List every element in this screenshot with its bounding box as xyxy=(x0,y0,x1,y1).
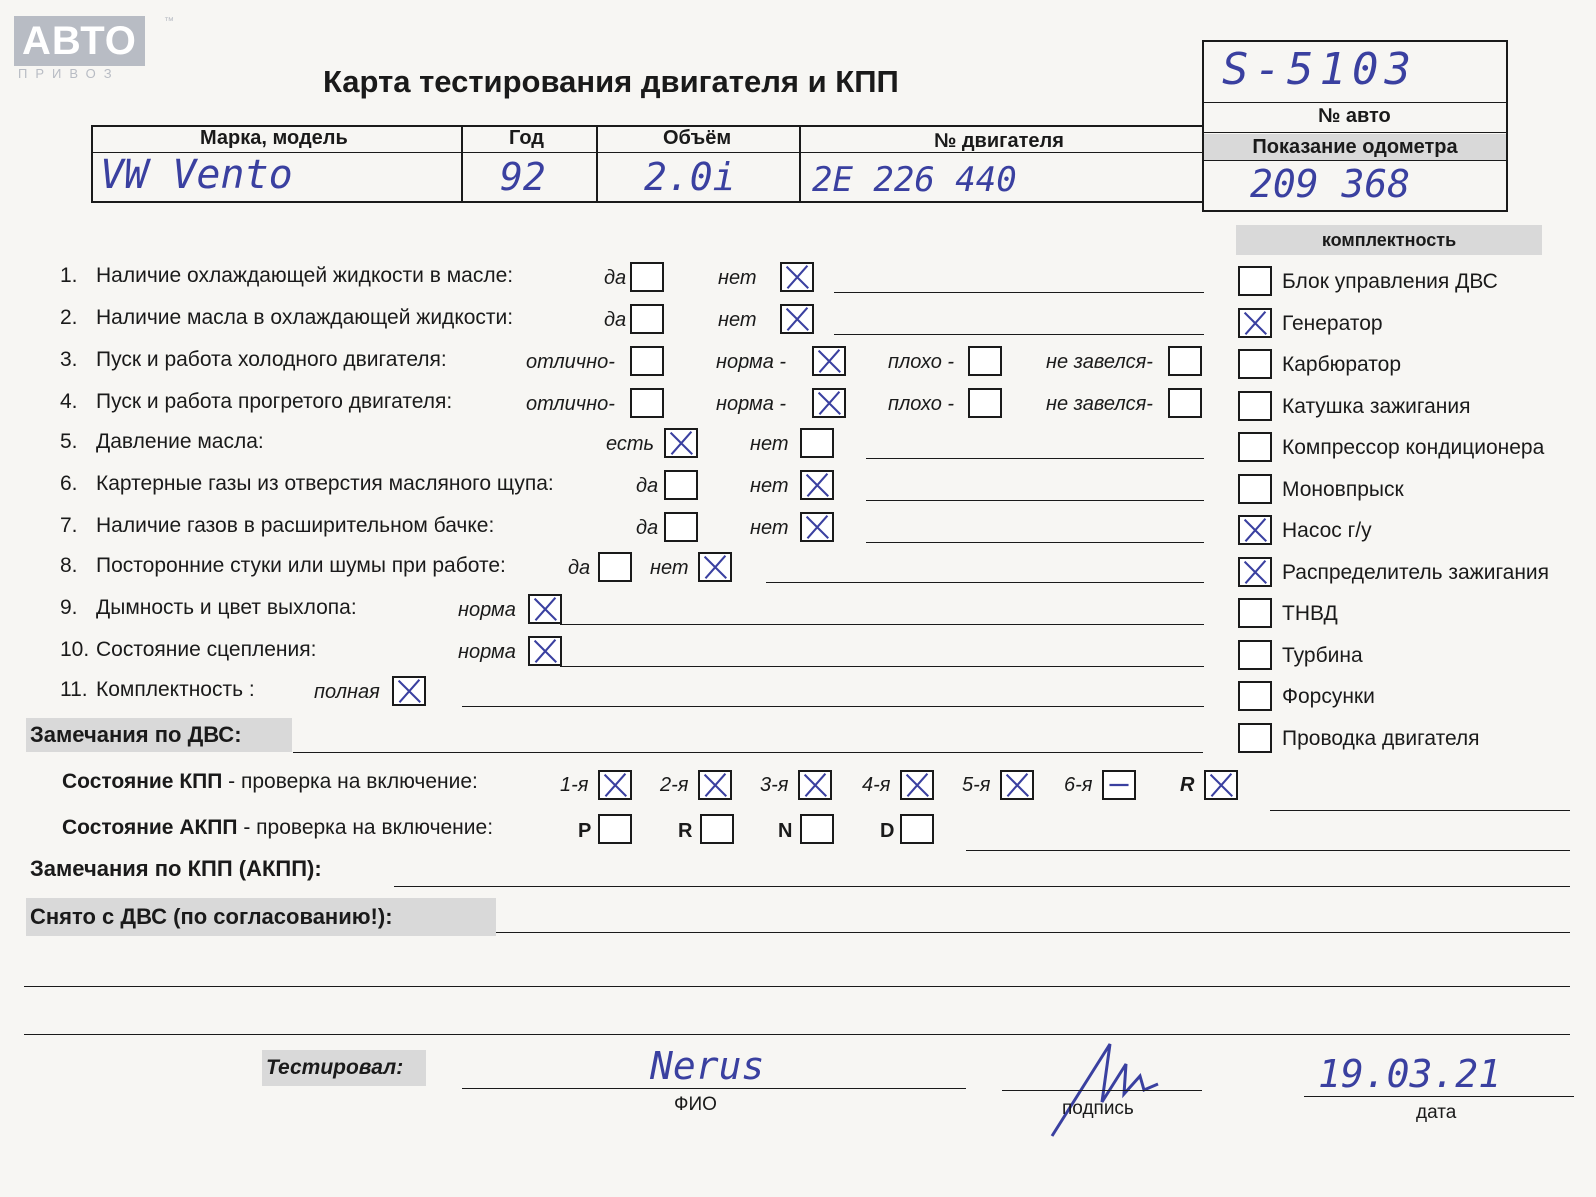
option-checkbox[interactable] xyxy=(800,470,834,500)
question-note-line[interactable] xyxy=(560,666,1204,667)
option-label: нет xyxy=(750,433,789,455)
option-checkbox[interactable] xyxy=(630,388,664,418)
auto-gear-checkbox[interactable] xyxy=(598,814,632,844)
logo-sub: ПРИВОЗ xyxy=(18,66,120,81)
col-year-header: Год xyxy=(509,127,544,149)
completeness-checkbox[interactable] xyxy=(1238,432,1272,462)
completeness-item-label: Компрессор кондиционера xyxy=(1282,436,1545,459)
option-checkbox[interactable] xyxy=(800,428,834,458)
question-number: 9. xyxy=(60,596,78,619)
gear-label: 6-я xyxy=(1064,774,1093,796)
option-checkbox[interactable] xyxy=(528,636,562,666)
completeness-checkbox[interactable] xyxy=(1238,723,1272,753)
col-engine-header: № двигателя xyxy=(934,130,1064,152)
model-value: VW Vento xyxy=(100,152,293,198)
option-label: да xyxy=(568,557,591,579)
remarks-engine-line[interactable] xyxy=(293,752,1203,753)
auto-gear-label: R xyxy=(678,820,693,842)
option-checkbox[interactable] xyxy=(780,304,814,334)
gear-label: 3-я xyxy=(760,774,789,796)
question-number: 1. xyxy=(60,264,78,287)
option-checkbox[interactable] xyxy=(392,676,426,706)
gear-checkbox[interactable] xyxy=(798,770,832,800)
extra-line-2[interactable] xyxy=(24,1034,1570,1035)
question-note-line[interactable] xyxy=(866,542,1204,543)
completeness-checkbox[interactable] xyxy=(1238,474,1272,504)
completeness-checkbox[interactable] xyxy=(1238,681,1272,711)
option-label: нет xyxy=(718,309,757,331)
question-note-line[interactable] xyxy=(866,500,1204,501)
completeness-title: комплектность xyxy=(1236,225,1542,255)
question-number: 8. xyxy=(60,554,78,577)
completeness-item-label: Распределитель зажигания xyxy=(1282,560,1550,584)
date-value: 19.03.21 xyxy=(1318,1052,1502,1096)
completeness-item-label: Турбина xyxy=(1282,643,1363,667)
completeness-checkbox[interactable] xyxy=(1238,391,1272,421)
tester-name: Nerus xyxy=(650,1044,765,1088)
gear-label: R xyxy=(1180,774,1195,796)
question-text: Картерные газы из отверстия масляного щупа: xyxy=(96,472,554,495)
option-checkbox[interactable] xyxy=(630,262,664,292)
option-label: плохо - xyxy=(888,393,955,415)
completeness-item-label: Моновпрыск xyxy=(1282,477,1404,501)
gear-label: 5-я xyxy=(962,774,991,796)
completeness-checkbox[interactable] xyxy=(1238,266,1272,296)
gear-checkbox[interactable] xyxy=(1000,770,1034,800)
completeness-item-label: Блок управления ДВС xyxy=(1282,270,1498,293)
completeness-checkbox[interactable] xyxy=(1238,557,1272,587)
question-note-line[interactable] xyxy=(834,334,1204,335)
option-label: не завелся- xyxy=(1046,393,1153,415)
auto-gear-label: D xyxy=(880,820,895,842)
page-title: Карта тестирования двигателя и КПП xyxy=(323,64,899,99)
option-label: да xyxy=(604,309,627,331)
option-label: есть xyxy=(606,433,655,455)
option-label: не завелся- xyxy=(1046,351,1153,373)
gear-label: 4-я xyxy=(862,774,891,796)
option-checkbox[interactable] xyxy=(800,512,834,542)
option-checkbox[interactable] xyxy=(1168,388,1202,418)
completeness-item-label: Катушка зажигания xyxy=(1282,394,1471,418)
logo-main: АВТО xyxy=(14,16,145,66)
auto-gearbox-label: Состояние АКПП - проверка на включение: xyxy=(62,816,494,839)
gear-checkbox[interactable] xyxy=(1204,770,1238,800)
signature xyxy=(1040,1024,1180,1144)
logo xyxy=(14,16,174,81)
option-checkbox[interactable] xyxy=(698,552,732,582)
question-number: 3. xyxy=(60,348,78,371)
completeness-item-label: ТНВД xyxy=(1282,602,1338,625)
option-label: полная xyxy=(314,681,380,703)
option-checkbox[interactable] xyxy=(780,262,814,292)
question-text: Пуск и работа прогретого двигателя: xyxy=(96,390,453,413)
question-text: Пуск и работа холодного двигателя: xyxy=(96,348,447,371)
option-label: норма xyxy=(458,641,516,663)
option-label: да xyxy=(604,267,627,289)
question-text: Состояние сцепления: xyxy=(96,638,317,661)
completeness-item-label: Проводка двигателя xyxy=(1282,726,1480,750)
auto-gear-label: N xyxy=(778,820,793,842)
option-checkbox[interactable] xyxy=(664,512,698,542)
question-number: 10. xyxy=(60,638,90,661)
car-number-value: S-5103 xyxy=(1222,44,1417,95)
gear-checkbox[interactable] xyxy=(900,770,934,800)
col-volume-header: Объём xyxy=(663,127,732,149)
odometer-value: 209 368 xyxy=(1250,162,1411,206)
question-text: Наличие газов в расширительном бачке: xyxy=(96,514,495,537)
question-number: 5. xyxy=(60,430,78,453)
completeness-checkbox[interactable] xyxy=(1238,640,1272,670)
completeness-checkbox[interactable] xyxy=(1238,308,1272,338)
question-note-line[interactable] xyxy=(462,706,1204,707)
completeness-checkbox[interactable] xyxy=(1238,349,1272,379)
question-note-line[interactable] xyxy=(766,582,1204,583)
option-checkbox[interactable] xyxy=(664,470,698,500)
date-caption: дата xyxy=(1416,1102,1457,1123)
question-text: Наличие охлаждающей жидкости в масле: xyxy=(96,264,514,287)
option-checkbox[interactable] xyxy=(1168,346,1202,376)
question-note-line[interactable] xyxy=(560,624,1204,625)
option-checkbox[interactable] xyxy=(630,304,664,334)
completeness-checkbox[interactable] xyxy=(1238,515,1272,545)
auto-gear-checkbox[interactable] xyxy=(700,814,734,844)
completeness-checkbox[interactable] xyxy=(1238,598,1272,628)
option-label: отлично- xyxy=(526,351,615,373)
completeness-item-label: Генератор xyxy=(1282,311,1383,335)
option-label: норма - xyxy=(716,351,787,373)
gear-checkbox[interactable] xyxy=(698,770,732,800)
option-label: норма xyxy=(458,599,516,621)
option-label: да xyxy=(636,475,659,497)
auto-gear-checkbox[interactable] xyxy=(800,814,834,844)
year-value: 92 xyxy=(500,155,546,199)
auto-gear-label: P xyxy=(578,820,592,842)
question-text: Посторонние стуки или шумы при работе: xyxy=(96,554,506,577)
option-label: норма - xyxy=(716,393,787,415)
option-label: нет xyxy=(718,267,757,289)
option-checkbox[interactable] xyxy=(968,346,1002,376)
gear-label: 2-я xyxy=(660,774,689,796)
option-checkbox[interactable] xyxy=(968,388,1002,418)
col-model-header: Марка, модель xyxy=(200,127,348,149)
remarks-gearbox-label: Замечания по КПП (АКПП): xyxy=(30,856,322,881)
question-note-line[interactable] xyxy=(866,458,1204,459)
question-note-line[interactable] xyxy=(834,292,1204,293)
name-caption: ФИО xyxy=(674,1094,717,1115)
question-number: 7. xyxy=(60,514,78,537)
question-text: Комплектность : xyxy=(96,678,255,701)
car-number-label: № авто xyxy=(1318,105,1391,127)
logo-tm: ™ xyxy=(164,16,174,27)
removed-label: Снято с ДВС (по согласованию!): xyxy=(26,898,496,936)
volume-value: 2.0i xyxy=(644,155,736,199)
question-number: 11. xyxy=(60,678,88,701)
signature-caption: подпись xyxy=(1062,1098,1134,1119)
gear-label: 1-я xyxy=(560,774,589,796)
option-label: плохо - xyxy=(888,351,955,373)
option-label: нет xyxy=(650,557,689,579)
question-text: Дымность и цвет выхлопа: xyxy=(96,596,357,619)
completeness-item-label: Насос г/у xyxy=(1282,519,1372,542)
gear-checkbox[interactable] xyxy=(1102,770,1136,800)
question-text: Давление масла: xyxy=(96,430,264,453)
option-checkbox[interactable] xyxy=(630,346,664,376)
question-number: 6. xyxy=(60,472,78,495)
option-checkbox[interactable] xyxy=(664,428,698,458)
question-number: 2. xyxy=(60,306,78,329)
option-label: нет xyxy=(750,475,789,497)
gear-checkbox[interactable] xyxy=(598,770,632,800)
option-label: отлично- xyxy=(526,393,615,415)
option-checkbox[interactable] xyxy=(528,594,562,624)
option-checkbox[interactable] xyxy=(812,388,846,418)
option-label: да xyxy=(636,517,659,539)
completeness-item-label: Карбюратор xyxy=(1282,353,1402,376)
gearbox-label: Состояние КПП - проверка на включение: xyxy=(62,770,478,793)
extra-line-1[interactable] xyxy=(24,986,1570,987)
completeness-item-label: Форсунки xyxy=(1282,685,1375,708)
question-number: 4. xyxy=(60,390,78,413)
tested-label: Тестировал: xyxy=(262,1050,426,1086)
option-label: нет xyxy=(750,517,789,539)
auto-gear-checkbox[interactable] xyxy=(900,814,934,844)
remarks-gearbox-line[interactable] xyxy=(394,886,1570,887)
question-text: Наличие масла в охлаждающей жидкости: xyxy=(96,306,514,329)
engine-value: 2E 226 440 xyxy=(812,160,1017,200)
option-checkbox[interactable] xyxy=(598,552,632,582)
option-checkbox[interactable] xyxy=(812,346,846,376)
odometer-label: Показание одометра xyxy=(1204,134,1506,160)
remarks-engine-label: Замечания по ДВС: xyxy=(26,718,292,752)
